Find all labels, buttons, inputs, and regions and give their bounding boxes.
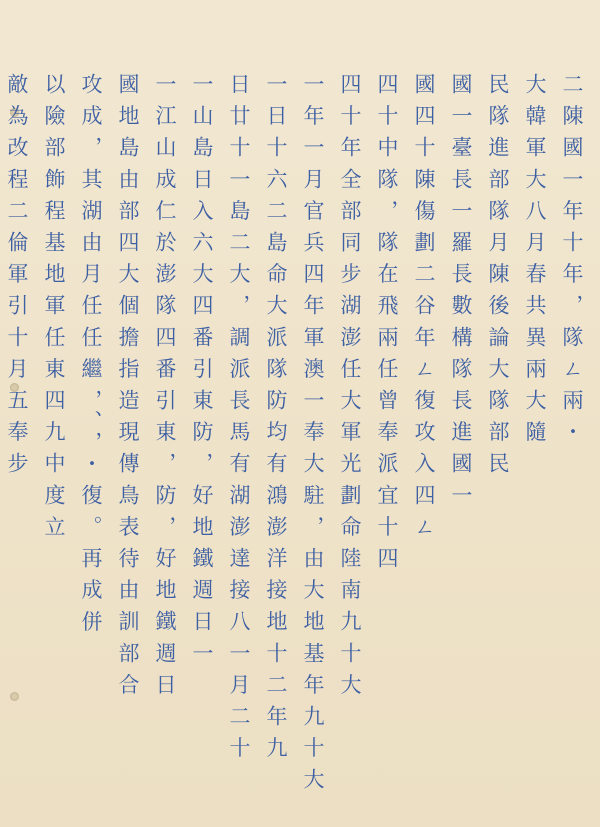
- text-column: 一山島日入六大四番引東防，好地鐵週日一: [190, 73, 214, 674]
- text-column: 國一臺長一羅長數構隊長進國一: [449, 73, 473, 516]
- text-column: 一年一月官兵四年軍澳一奉大駐，由大地基年九十大: [301, 73, 325, 800]
- text-column: 國地島由部四大個擔指造現傳鳥表待由訓部合: [116, 73, 140, 705]
- text-column: 四十年全部同步湖澎任大軍光劃命陸南九十大: [338, 73, 362, 705]
- text-column: 日廿十一島二大，調派長馬有湖澎達接八一月二十: [227, 73, 251, 769]
- text-column: 一江山成仁於澎隊四番引東，防，好地鐵週日: [153, 73, 177, 705]
- text-column: 敵為改程二倫軍引十月五奉步: [5, 73, 29, 484]
- text-column: 國四十陳傷劃二谷年ㄥ復攻入四ㄥ: [412, 73, 436, 547]
- text-column: 一日十六二島命大派隊防均有鴻澎洋接地十二年九: [264, 73, 288, 769]
- text-column: 二陳國一年十年，隊ㄥ兩・: [560, 73, 584, 453]
- binder-hole: [10, 692, 19, 701]
- text-column: 民隊進部隊月陳後論大隊部民: [486, 73, 510, 484]
- text-column: 大韓軍大八月春共異兩大隨: [523, 73, 547, 453]
- text-column: 以險部飾程基地軍任東四九中度立: [42, 73, 66, 547]
- text-column: 四十中隊，隊在飛兩任曾奉派宜十四: [375, 73, 399, 579]
- text-column: 攻成，其湖由月任任繼，、，・復。再成併: [79, 73, 103, 642]
